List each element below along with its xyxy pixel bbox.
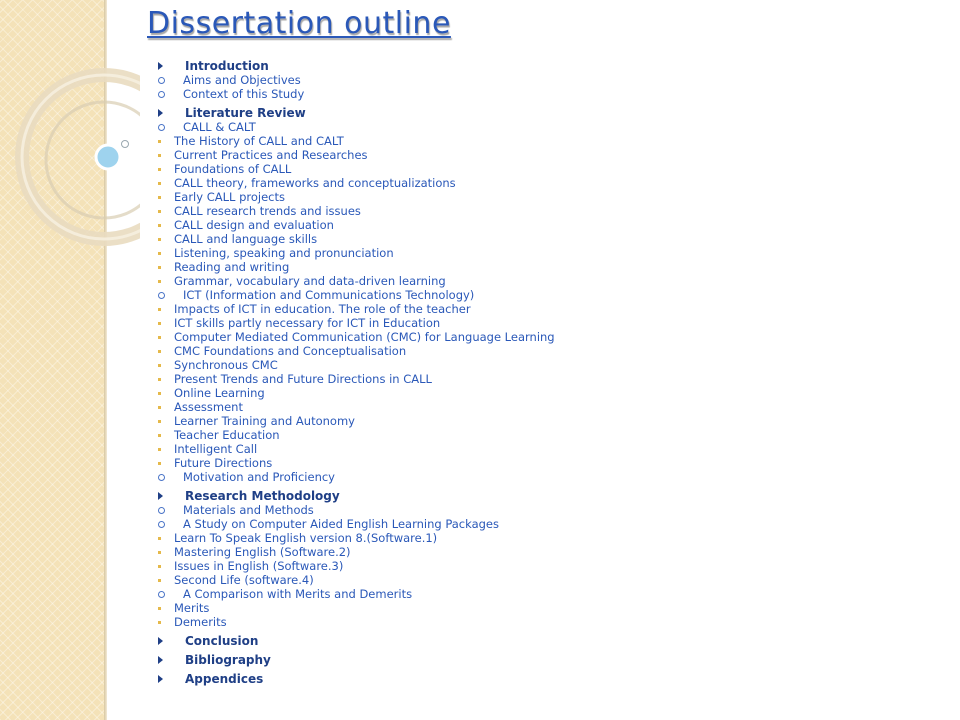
section-label: Appendices [185,671,264,686]
topic-label: ICT skills partly necessary for ICT in Education [174,316,441,330]
outline-section [156,488,956,629]
topic-label: Foundations of CALL [174,162,292,176]
section-row [156,633,956,648]
topic-label: Merits [174,601,210,615]
topic-label: Learner Training and Autonomy [174,414,355,428]
topic-label: Mastering English (Software.2) [174,545,351,559]
subsection-row [156,470,956,484]
outline-section [156,652,956,667]
subsection-label: CALL & CALT [183,120,256,134]
subsection-row [156,73,956,87]
arrow-bullet-icon [158,675,163,683]
topic-label: Grammar, vocabulary and data-driven learning [174,274,446,288]
outline-topic [156,615,956,629]
outline-topic [156,386,956,400]
square-bullet-icon [158,551,161,554]
square-bullet-icon [158,565,161,568]
outline-topic [156,302,956,316]
outline-topic [156,344,956,358]
square-bullet-icon [158,154,161,157]
outline-section [156,633,956,648]
square-bullet-icon [158,448,161,451]
outline-topic [156,134,956,148]
subsection-label: ICT (Information and Communications Technology) [183,288,475,302]
ring-bullet-icon [158,507,165,514]
topic-label: Impacts of ICT in education. The role of the teacher [174,302,471,316]
outline-topic [156,218,956,232]
square-bullet-icon [158,392,161,395]
outline-topic [156,601,956,615]
decorative-circles [0,0,140,260]
topic-label: Present Trends and Future Directions in CALL [174,372,432,386]
square-bullet-icon [158,266,161,269]
topic-label: CALL design and evaluation [174,218,334,232]
topic-label: Listening, speaking and pronunciation [174,246,394,260]
topic-label: Reading and writing [174,260,290,274]
square-bullet-icon [158,238,161,241]
subsection-list [156,120,956,484]
section-row [156,671,956,686]
outline-list [156,58,956,690]
section-row [156,105,956,120]
topic-label: Future Directions [174,456,273,470]
ring-bullet-icon [158,77,165,84]
outline-topic [156,573,956,587]
section-label: Introduction [185,58,269,73]
outline-topic [156,358,956,372]
arrow-bullet-icon [158,62,163,70]
arrow-bullet-icon [158,492,163,500]
subsection-row [156,587,956,601]
outline-subsection [156,503,956,517]
section-label: Research Methodology [185,488,340,503]
ring-bullet-icon [158,474,165,481]
subsection-row [156,503,956,517]
topic-label: Issues in English (Software.3) [174,559,344,573]
square-bullet-icon [158,579,161,582]
outline-section [156,105,956,484]
section-label: Conclusion [185,633,259,648]
topic-label: Second Life (software.4) [174,573,314,587]
square-bullet-icon [158,406,161,409]
subsection-label: Aims and Objectives [183,73,301,87]
subsection-label: A Study on Computer Aided English Learning Packages [183,517,499,531]
outline-topic [156,330,956,344]
subsection-row [156,517,956,531]
topic-label: Synchronous CMC [174,358,278,372]
topic-label: CALL and language skills [174,232,318,246]
topic-label: Assessment [174,400,243,414]
outline-topic [156,400,956,414]
subsection-row [156,120,956,134]
square-bullet-icon [158,140,161,143]
subsection-label: Motivation and Proficiency [183,470,335,484]
outline-topic [156,232,956,246]
outline-subsection [156,470,956,484]
topic-label: Computer Mediated Communication (CMC) for Language Learning [174,330,555,344]
page-title: Dissertation outline [147,6,451,41]
outline-topic [156,456,956,470]
outline-section [156,671,956,686]
ring-bullet-icon [158,521,165,528]
arrow-bullet-icon [158,109,163,117]
square-bullet-icon [158,182,161,185]
square-bullet-icon [158,378,161,381]
outline-topic [156,414,956,428]
outline-topic [156,372,956,386]
topic-label: CALL research trends and issues [174,204,361,218]
outline-topic [156,316,956,330]
topic-list [156,302,956,470]
outline-topic [156,274,956,288]
topic-label: Demerits [174,615,227,629]
square-bullet-icon [158,336,161,339]
square-bullet-icon [158,621,161,624]
outline-subsection [156,87,956,101]
topic-label: Intelligent Call [174,442,258,456]
section-label: Bibliography [185,652,271,667]
outline-sections [156,58,956,686]
square-bullet-icon [158,420,161,423]
square-bullet-icon [158,168,161,171]
outline-subsection [156,517,956,587]
section-row [156,58,956,73]
outline-topic [156,559,956,573]
square-bullet-icon [158,537,161,540]
square-bullet-icon [158,434,161,437]
topic-label: Early CALL projects [174,190,285,204]
square-bullet-icon [158,196,161,199]
square-bullet-icon [158,364,161,367]
outline-topic [156,442,956,456]
outline-topic [156,176,956,190]
topic-label: Teacher Education [174,428,280,442]
arrow-bullet-icon [158,656,163,664]
subsection-label: A Comparison with Merits and Demerits [183,587,413,601]
section-label: Literature Review [185,105,306,120]
square-bullet-icon [158,350,161,353]
topic-list [156,134,956,288]
square-bullet-icon [158,308,161,311]
outline-topic [156,190,956,204]
outline-topic [156,162,956,176]
topic-list [156,531,956,587]
topic-label: Online Learning [174,386,265,400]
topic-list [156,601,956,629]
square-bullet-icon [158,252,161,255]
square-bullet-icon [158,224,161,227]
ring-bullet-icon [158,91,165,98]
outline-topic [156,204,956,218]
subsection-label: Context of this Study [183,87,305,101]
subsection-row [156,87,956,101]
arrow-bullet-icon [158,637,163,645]
square-bullet-icon [158,462,161,465]
outline-subsection [156,288,956,470]
subsection-list [156,73,956,101]
ring-bullet-icon [158,124,165,131]
section-row [156,488,956,503]
outline-topic [156,260,956,274]
topic-label: CALL theory, frameworks and conceptualizations [174,176,456,190]
subsection-row [156,288,956,302]
square-bullet-icon [158,210,161,213]
outline-topic [156,148,956,162]
square-bullet-icon [158,607,161,610]
outline-subsection [156,587,956,629]
outline-section [156,58,956,101]
topic-label: The History of CALL and CALT [174,134,344,148]
outline-topic [156,246,956,260]
outline-subsection [156,120,956,288]
topic-label: Current Practices and Researches [174,148,368,162]
ring-bullet-icon [158,591,165,598]
outline-subsection [156,73,956,87]
square-bullet-icon [158,280,161,283]
outline-topic [156,531,956,545]
outline-topic [156,428,956,442]
subsection-list [156,503,956,629]
outline-topic [156,545,956,559]
topic-label: CMC Foundations and Conceptualisation [174,344,407,358]
square-bullet-icon [158,322,161,325]
ring-bullet-icon [158,292,165,299]
section-row [156,652,956,667]
topic-label: Learn To Speak English version 8.(Software.1) [174,531,438,545]
subsection-label: Materials and Methods [183,503,314,517]
